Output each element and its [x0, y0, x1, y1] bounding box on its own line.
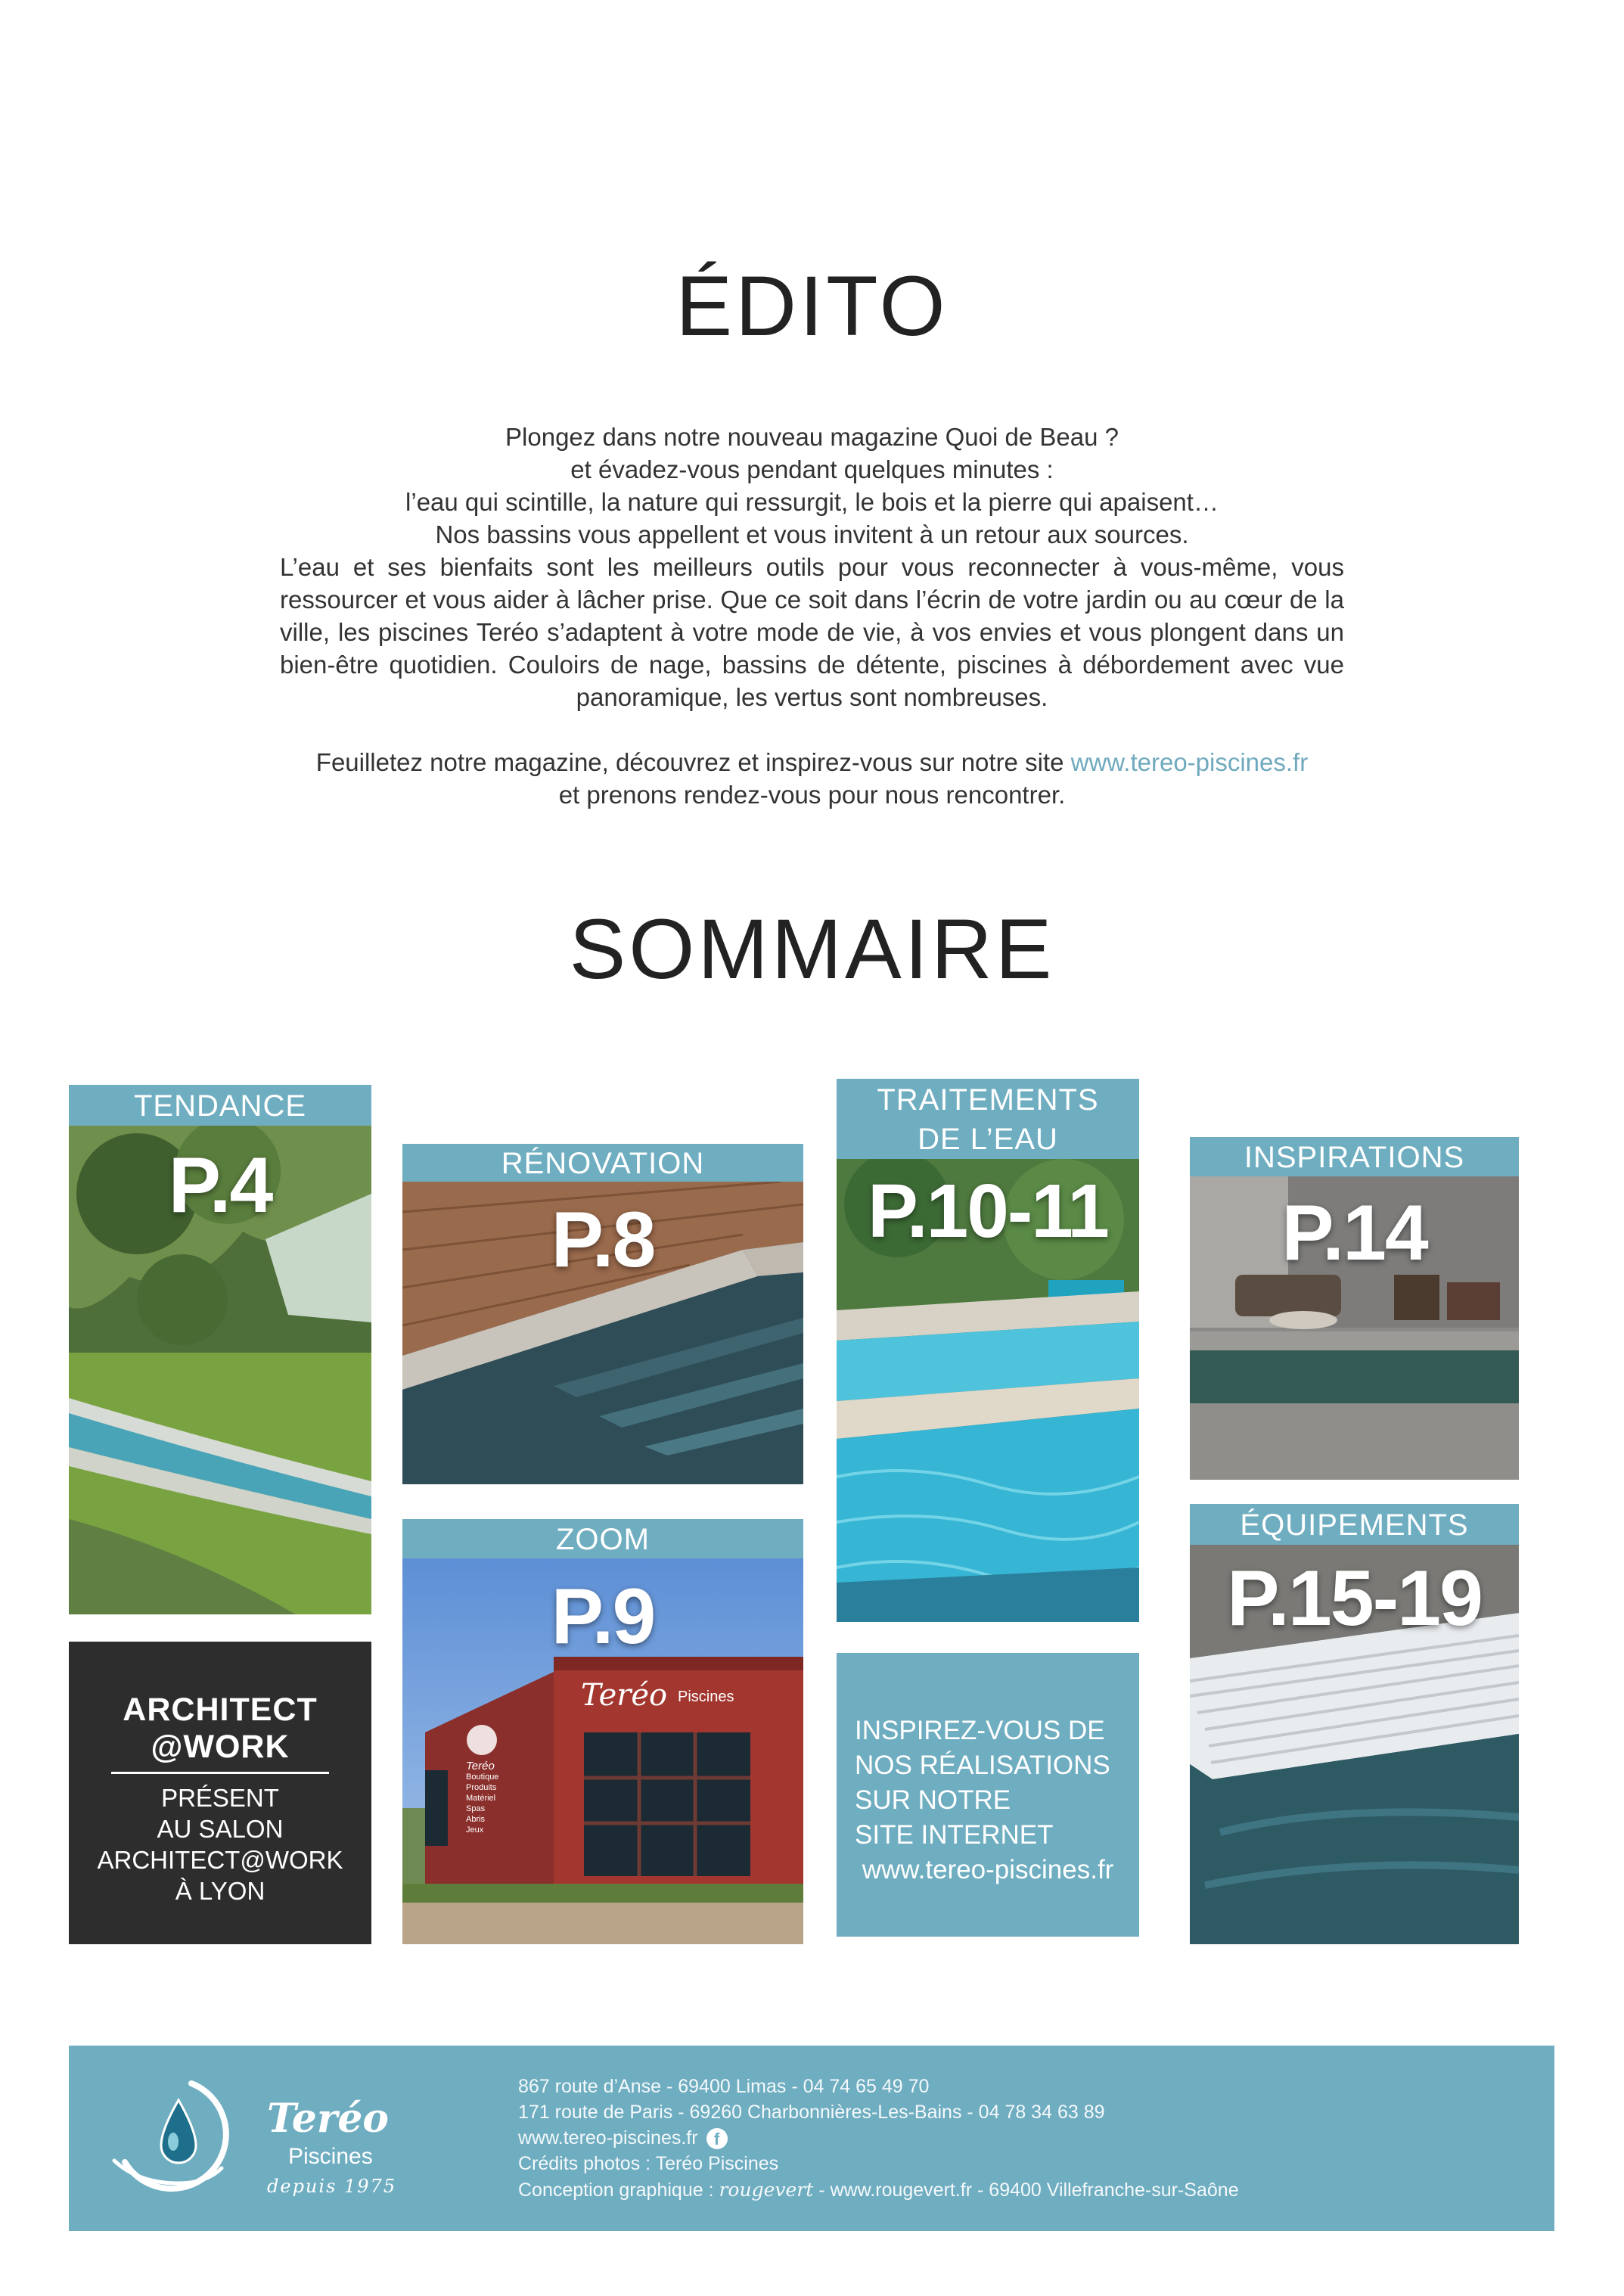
brand-name: Teréo — [267, 2096, 389, 2142]
design-credits — [518, 2179, 1239, 2201]
inspire-line: SUR NOTRE — [855, 1785, 1011, 1815]
edito-cta — [280, 746, 1344, 778]
design-suffix: - www.rougevert.fr - 69400 Villefranche-sur-Saône — [813, 2179, 1239, 2201]
side-sign-line: Abris — [466, 1815, 486, 1824]
card-page: P.15-19 — [1227, 1555, 1482, 1642]
architect-text: PRÉSENT — [161, 1784, 279, 1812]
card-label: ZOOM — [402, 1519, 803, 1558]
architect-text: AU SALON — [157, 1815, 284, 1843]
side-sign-line: Jeux — [466, 1825, 484, 1835]
edito-paragraph: L’eau et ses bienfaits sont les meilleurs outils pour vous reconnecter à vous-même, vous ressourcer et vous aider à lâcher prise. Que ce soit dans l’écrin de votre jardin ou au cœur de la ville, les piscines Teréo s’adaptent à votre mode de vie, à vos envies et vous plongent dans un bien-être quotidien. Couloirs de nage, bassins de détente, piscines à débordement avec vue panoramique, les vertus sont nombreuses. — [280, 553, 1344, 711]
card-label: TENDANCE — [69, 1085, 371, 1126]
side-sign-line: Produits — [466, 1783, 497, 1792]
facebook-icon[interactable]: f — [706, 2128, 728, 2149]
card-inspirations[interactable] — [1190, 1137, 1519, 1480]
address-charbonnieres: 171 route de Paris - 69260 Charbonnières-Les-Bains - 04 78 34 63 89 — [518, 2102, 1105, 2123]
footer — [69, 2046, 1554, 2231]
card-renovation[interactable] — [402, 1144, 803, 1484]
divider — [111, 1772, 329, 1774]
edito-cta-text: Feuilletez notre magazine, découvrez et inspirez-vous sur notre site — [315, 748, 1071, 776]
tereo-logo-icon — [108, 2070, 249, 2211]
side-sign-line: Matériel — [466, 1794, 496, 1803]
card-label: RÉNOVATION — [402, 1144, 803, 1182]
edito-title: ÉDITO — [675, 259, 949, 353]
card-label: INSPIRATIONS — [1190, 1137, 1519, 1176]
rougevert-logo: rougevert — [719, 2179, 814, 2201]
card-equipements[interactable] — [1190, 1504, 1519, 1944]
footer-website — [518, 2127, 728, 2149]
edito-cta-line2: et prenons rendez-vous pour nous rencontrer. — [558, 781, 1066, 809]
inspire-line: NOS RÉALISATIONS — [855, 1751, 1110, 1780]
side-sign-line: Boutique — [466, 1772, 499, 1782]
store-sign: Teréo — [581, 1678, 668, 1713]
architect-title: ARCHITECT — [123, 1692, 318, 1728]
card-label-line: TRAITEMENTS — [877, 1083, 1099, 1117]
card-label: ÉQUIPEMENTS — [1190, 1504, 1519, 1545]
brand-since: depuis 1975 — [267, 2176, 397, 2197]
architect-text: ARCHITECT@WORK — [97, 1846, 343, 1874]
architect-text: À LYON — [175, 1877, 265, 1905]
side-sign-line: Teréo — [466, 1760, 495, 1772]
card-page: P.10-11 — [868, 1169, 1108, 1254]
card-page: P.9 — [551, 1573, 655, 1661]
store-sign-sub: Piscines — [678, 1689, 734, 1705]
design-prefix: Conception graphique : — [518, 2179, 719, 2201]
website-link[interactable]: www.tereo-piscines.fr — [1070, 748, 1309, 776]
card-traitements[interactable] — [837, 1079, 1139, 1622]
edito-line: et évadez-vous pendant quelques minutes : — [570, 455, 1054, 483]
edito-line: Nos bassins vous appellent et vous invitent à un retour aux sources. — [435, 520, 1189, 548]
card-label — [837, 1079, 1139, 1160]
card-label-line: DE L’EAU — [918, 1123, 1058, 1156]
card-page: P.4 — [168, 1142, 272, 1229]
address-limas: 867 route d’Anse - 69400 Limas - 04 74 65 49 70 — [518, 2076, 930, 2097]
photo-credits: Crédits photos : Teréo Piscines — [518, 2153, 779, 2174]
store-side-sign — [466, 1761, 498, 1835]
edito-line: l’eau qui scintille, la nature qui ressurgit, le bois et la pierre qui apaisent… — [405, 488, 1219, 516]
card-page: P.14 — [1281, 1189, 1427, 1277]
edito-body — [280, 421, 1344, 811]
card-zoom[interactable] — [402, 1519, 803, 1944]
architect-at-work-card[interactable] — [69, 1642, 371, 1944]
card-tendance[interactable] — [69, 1085, 371, 1614]
architect-title: @WORK — [151, 1729, 290, 1765]
sommaire-title: SOMMAIRE — [569, 902, 1055, 996]
card-page: P.8 — [551, 1196, 655, 1284]
inspire-line: SITE INTERNET — [855, 1820, 1054, 1850]
side-sign-line: Spas — [466, 1804, 486, 1813]
brand-sub: Piscines — [288, 2144, 373, 2169]
inspire-website-link[interactable]: www.tereo-piscines.fr — [855, 1855, 1114, 1884]
inspire-card[interactable] — [837, 1653, 1139, 1937]
footer-website-link[interactable]: www.tereo-piscines.fr — [518, 2127, 698, 2148]
edito-line: Plongez dans notre nouveau magazine Quoi de Beau ? — [505, 423, 1119, 451]
inspire-line: INSPIREZ-VOUS DE — [855, 1716, 1105, 1745]
